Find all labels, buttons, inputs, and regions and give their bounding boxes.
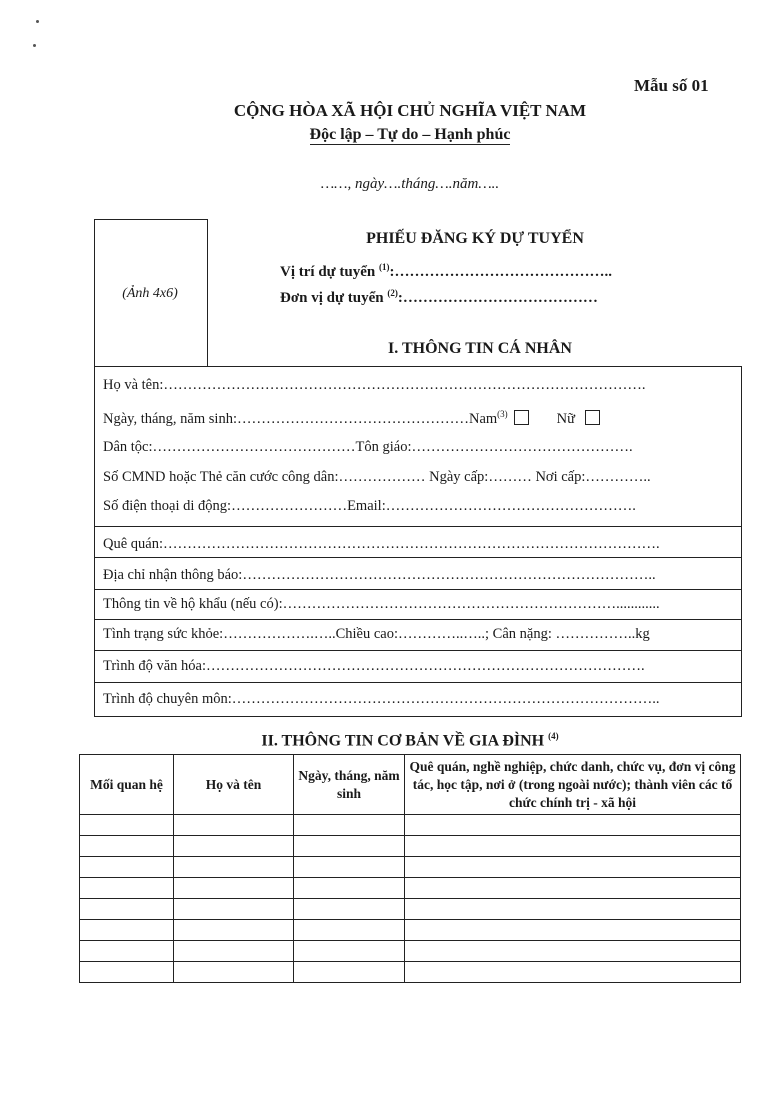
divider: [95, 650, 741, 651]
table-cell[interactable]: [405, 836, 741, 857]
position-label: Vị trí dự tuyển: [280, 264, 380, 280]
female-label: Nữ: [556, 410, 575, 427]
table-row: [80, 899, 741, 920]
form-number: Mẫu số 01: [634, 76, 709, 95]
professional-field: Trình độ chuyên môn:……………………………………………………………………………..: [103, 691, 660, 707]
position-field: [280, 262, 612, 281]
table-cell[interactable]: [294, 878, 405, 899]
table-cell[interactable]: [80, 857, 174, 878]
birth-gender-field: [103, 409, 600, 428]
table-cell[interactable]: [174, 920, 294, 941]
male-checkbox[interactable]: [514, 410, 529, 425]
table-cell[interactable]: [405, 962, 741, 983]
table-row: [80, 920, 741, 941]
family-table-header: [80, 755, 741, 815]
full-name-field: Họ và tên:……………………………………………………………………………………….: [103, 377, 646, 393]
health-field: Tình trạng sức khỏe:……………….…..Chiều cao:…………..…..; Cân nặng: ……………..kg: [103, 626, 650, 642]
form-title: PHIẾU ĐĂNG KÝ DỰ TUYỂN: [366, 230, 584, 247]
position-note: (1): [379, 262, 390, 272]
table-cell[interactable]: [80, 962, 174, 983]
table-row: [80, 878, 741, 899]
table-row: [80, 962, 741, 983]
scan-speck: [33, 44, 36, 47]
table-cell[interactable]: [294, 815, 405, 836]
header-birth-date: Ngày, tháng, năm sinh: [294, 755, 405, 815]
hometown-field: Quê quán:………………………………………………………………………………………….: [103, 536, 660, 552]
table-cell[interactable]: [294, 920, 405, 941]
family-table: [79, 754, 741, 983]
photo-label: (Ảnh 4x6): [122, 286, 178, 301]
male-note: (3): [497, 409, 508, 419]
divider: [95, 682, 741, 683]
table-cell[interactable]: [405, 920, 741, 941]
position-dots: :……………………………………..: [389, 264, 613, 280]
country-name: CỘNG HÒA XÃ HỘI CHỦ NGHĨA VIỆT NAM: [233, 101, 587, 120]
table-cell[interactable]: [80, 899, 174, 920]
table-cell[interactable]: [174, 857, 294, 878]
header-full-name: Họ và tên: [174, 755, 294, 815]
unit-dots: :…………………………………: [397, 290, 598, 306]
header-relationship: Mối quan hệ: [80, 755, 174, 815]
table-row: [80, 857, 741, 878]
table-cell[interactable]: [174, 899, 294, 920]
table-cell[interactable]: [294, 899, 405, 920]
id-card-field: Số CMND hoặc Thẻ căn cước công dân:……………… Ngày cấp:……… Nơi cấp:…………..: [103, 469, 651, 485]
scan-speck: [36, 20, 39, 23]
motto: [140, 126, 680, 144]
divider: [95, 526, 741, 527]
unit-label: Đơn vị dự tuyển: [280, 290, 388, 306]
table-cell[interactable]: [80, 941, 174, 962]
table-cell[interactable]: [174, 962, 294, 983]
ethnicity-religion-field: Dân tộc:……………………………………Tôn giáo:……………………………………….: [103, 439, 633, 455]
table-row: [80, 815, 741, 836]
unit-note: (2): [387, 288, 398, 298]
birth-label: Ngày, tháng, năm sinh:…………………………………………Nam: [103, 410, 498, 427]
table-cell[interactable]: [80, 878, 174, 899]
table-cell[interactable]: [174, 815, 294, 836]
table-cell[interactable]: [294, 941, 405, 962]
table-cell[interactable]: [405, 857, 741, 878]
female-checkbox[interactable]: [585, 410, 600, 425]
table-cell[interactable]: [405, 878, 741, 899]
personal-info-box: [94, 366, 742, 717]
section1-title: I. THÔNG TIN CÁ NHÂN: [388, 340, 572, 357]
table-cell[interactable]: [294, 962, 405, 983]
table-cell[interactable]: [174, 878, 294, 899]
date-line: ……, ngày….tháng….năm…..: [320, 176, 500, 192]
table-cell[interactable]: [80, 836, 174, 857]
divider: [95, 619, 741, 620]
divider: [95, 589, 741, 590]
table-row: [80, 836, 741, 857]
table-cell[interactable]: [174, 941, 294, 962]
table-cell[interactable]: [294, 836, 405, 857]
table-cell[interactable]: [405, 899, 741, 920]
table-cell[interactable]: [174, 836, 294, 857]
header-details: Quê quán, nghề nghiệp, chức danh, chức vụ, đơn vị công tác, học tập, nơi ở (trong ngoài nước); thành viên các tổ chức chính trị - xã hội: [405, 755, 741, 815]
table-cell[interactable]: [80, 920, 174, 941]
table-cell[interactable]: [405, 815, 741, 836]
table-cell[interactable]: [405, 941, 741, 962]
address-field: Địa chỉ nhận thông báo:…………………………………………………………………………..: [103, 567, 656, 583]
unit-field: [280, 288, 598, 307]
divider: [95, 557, 741, 558]
family-table-body: [80, 815, 741, 983]
table-row: [80, 941, 741, 962]
motto-text: Độc lập – Tự do – Hạnh phúc: [309, 126, 511, 143]
phone-email-field: Số điện thoại di động:……………………Email:…………………………………………….: [103, 498, 636, 514]
section2-title-text: II. THÔNG TIN CƠ BẢN VỀ GIA ĐÌNH: [261, 732, 549, 750]
table-cell[interactable]: [294, 857, 405, 878]
table-cell[interactable]: [80, 815, 174, 836]
section2-note: (4): [548, 731, 559, 741]
household-field: Thông tin về hộ khẩu (nếu có):……………………………………………………………............: [103, 596, 660, 612]
section2-title: [140, 731, 680, 750]
education-field: Trình độ văn hóa:……………………………………………………………………………….: [103, 658, 645, 674]
